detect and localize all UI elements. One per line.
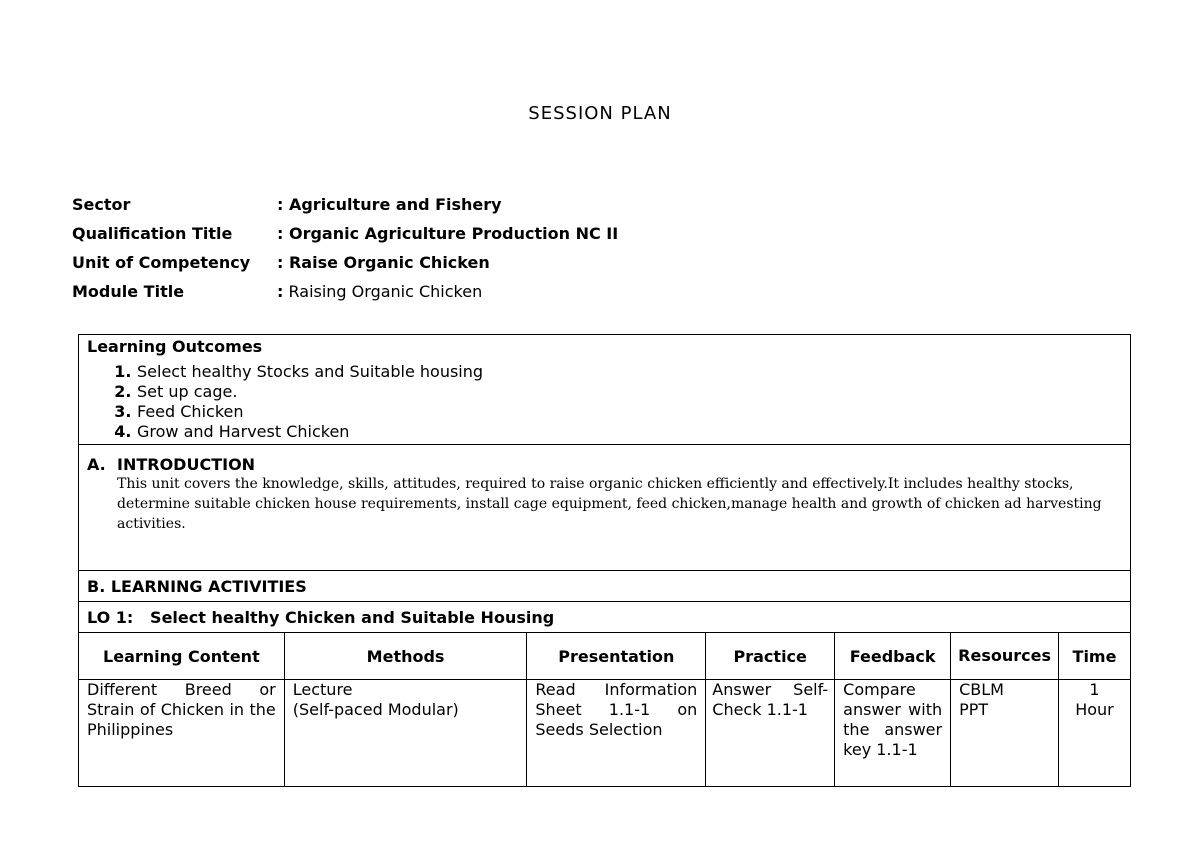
column-header: Feedback: [835, 633, 951, 680]
learning-activities-heading: B. LEARNING ACTIVITIES: [79, 571, 1131, 602]
column-header: Presentation: [527, 633, 706, 680]
introduction-title: INTRODUCTION: [117, 455, 256, 474]
column-header: Time: [1059, 633, 1131, 680]
session-info: [72, 190, 618, 306]
learning-content-cell: Different Breed or Strain of Chicken in the Philippines: [79, 680, 285, 787]
table-row: [79, 680, 1131, 787]
time-line: Hour: [1075, 700, 1114, 719]
resources-line: CBLM: [959, 680, 1004, 699]
introduction-cell: [79, 445, 1131, 571]
session-table: [78, 334, 1131, 787]
info-value: Raising Organic Chicken: [283, 282, 483, 301]
presentation-cell: Read Information Sheet 1.1-1 on Seeds Selection: [527, 680, 706, 787]
resources-cell: [951, 680, 1059, 787]
column-header: Practice: [706, 633, 835, 680]
info-value-prefix: :: [277, 282, 284, 301]
learning-outcomes-heading: Learning Outcomes: [87, 337, 263, 356]
practice-cell: Answer Self-Check 1.1-1: [706, 680, 835, 787]
introduction-text: This unit covers the knowledge, skills, attitudes, required to raise organic chicken efficiently and effectively.It includes healthy stocks, determine suitable chicken house requirements, install cage equipment, feed chicken,manage health and growth of chicken ad harvesting activities.: [117, 476, 1102, 532]
methods-cell: [284, 680, 527, 787]
info-row-qualification: [72, 219, 618, 248]
methods-line: Lecture: [292, 680, 353, 699]
learning-outcomes-cell: [79, 335, 1131, 445]
list-item: 1. Select healthy Stocks and Suitable housing: [137, 362, 1122, 382]
list-item: 4. Grow and Harvest Chicken: [137, 422, 1122, 442]
info-label: Sector: [72, 195, 131, 214]
list-item: 3. Feed Chicken: [137, 402, 1122, 422]
info-value: : Organic Agriculture Production NC II: [277, 224, 619, 243]
info-row-sector: [72, 190, 618, 219]
introduction-heading: [87, 455, 1122, 474]
column-header: Methods: [284, 633, 527, 680]
learning-outcomes-list: [87, 362, 1122, 442]
column-header: Learning Content: [79, 633, 285, 680]
info-label: Module Title: [72, 282, 185, 301]
introduction-letter: A.: [87, 455, 106, 474]
time-line: 1: [1089, 680, 1100, 699]
feedback-cell: Compare answer with the answer key 1.1-1: [835, 680, 951, 787]
list-item: 2. Set up cage.: [137, 382, 1122, 402]
page-title: SESSION PLAN: [528, 103, 672, 124]
resources-line: PPT: [959, 700, 989, 719]
table-header-row: [79, 633, 1131, 680]
info-row-unit: [72, 248, 618, 277]
info-label: Unit of Competency: [72, 253, 251, 272]
info-value: : Raise Organic Chicken: [277, 253, 490, 272]
column-header: Resources: [951, 633, 1059, 680]
time-cell: [1059, 680, 1131, 787]
info-label: Qualification Title: [72, 224, 233, 243]
info-value: : Agriculture and Fishery: [277, 195, 502, 214]
lo1-heading: LO 1: Select healthy Chicken and Suitable Housing: [79, 602, 1131, 633]
info-row-module: [72, 277, 618, 306]
methods-line: (Self-paced Modular): [292, 700, 459, 719]
